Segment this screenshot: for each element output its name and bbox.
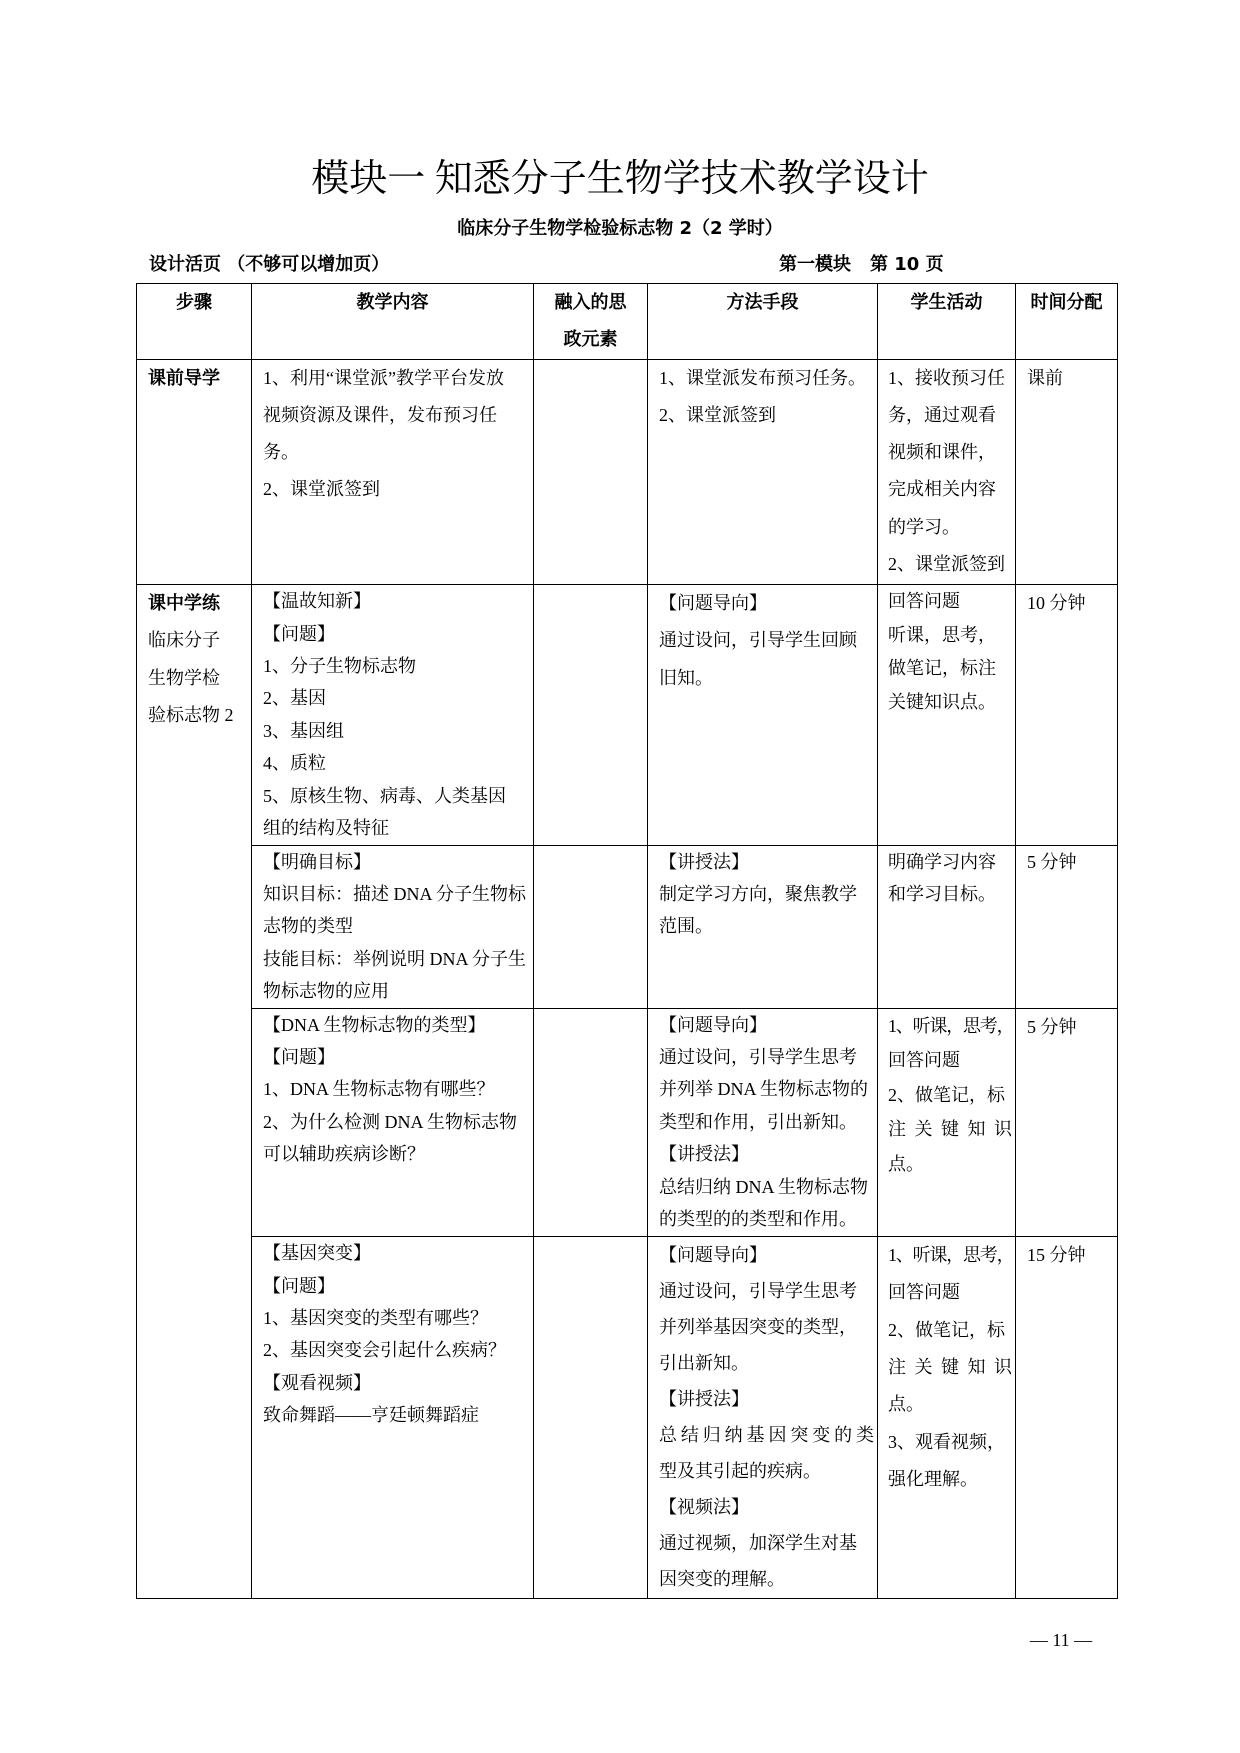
content-line: 致命舞蹈——亨廷顿舞蹈症 [263,1405,479,1426]
method-line: 通过设问，引导学生回顾 [659,630,857,651]
activity-line: 3、观看视频， [888,1431,1005,1452]
activity-line: 2、做笔记，标 [888,1319,1005,1340]
header-ideology-line: 政元素 [563,329,618,351]
table-row [137,845,1118,1008]
activity-line: 听课，思考， [888,624,996,645]
content-cell [252,1237,534,1599]
content-line: 【DNA 生物标志物的类型】 [263,1014,486,1035]
activities-cell [878,359,1016,585]
content-cell [252,845,534,1008]
page-subtitle: 临床分子生物学检验标志物 2（2 学时） [457,218,783,239]
content-line: 物标志物的应用 [263,981,389,1002]
table-row [137,359,1118,585]
time-value: 课前 [1027,367,1063,388]
time-cell [1016,1237,1118,1599]
module-page-label: 第 10 页 [870,254,944,275]
activity-line: 视频和课件， [888,442,996,463]
method-line: 【讲授法】 [659,851,749,872]
content-line: 4、质粒 [263,753,326,774]
content-line: 【温故知新】 [263,591,371,612]
step-line: 生物学检 [148,667,220,688]
time-value: 5 分钟 [1027,851,1077,872]
method-line: 总结归纳基因突变的类 [659,1425,874,1446]
content-line: 1、利用“课堂派”教学平台发放 [263,367,504,388]
content-line: 技能目标：举例说明 DNA 分子生 [263,948,527,969]
activity-line: 务，通过观看 [888,404,996,425]
time-cell [1016,1008,1118,1237]
header-ideology-line: 融入的思 [554,292,627,313]
content-line: 可以辅助疾病诊断？ [263,1144,425,1165]
sheet-label: 设计活页 （不够可以增加页） [149,254,390,275]
step-cell [137,359,252,585]
content-line: 2、基因突变会引起什么疾病？ [263,1340,506,1361]
content-line: 视频资源及课件，发布预习任 [263,404,497,425]
method-line: 并列举基因突变的类型， [659,1317,857,1338]
activity-line: 做笔记，标注 [888,658,996,679]
activity-line: 和学习目标。 [888,884,996,904]
method-line: 【讲授法】 [659,1389,749,1410]
content-line: 【明确目标】 [263,851,371,872]
table-header-row [137,284,1118,360]
time-cell [1016,585,1118,846]
content-line: 【基因突变】 [263,1243,371,1264]
content-cell [252,359,534,585]
ideology-cell [534,359,648,585]
step-cell [137,585,252,1599]
content-line: 【问题】 [263,1275,335,1296]
method-line: 并列举 DNA 生物标志物的 [659,1079,869,1100]
page-number: — 11 — [1029,1630,1093,1650]
time-value: 15 分钟 [1027,1245,1086,1266]
activity-line: 完成相关内容 [888,479,996,500]
method-line: 制定学习方向，聚焦教学 [659,884,857,904]
method-line: 类型和作用，引出新知。 [659,1111,857,1132]
content-line: 2、为什么检测 DNA 生物标志物 [263,1111,518,1132]
activity-line: 回答问题 [888,1050,960,1071]
header-time: 时间分配 [1016,284,1118,360]
method-line: 范围。 [659,916,713,937]
header-activities: 学生活动 [878,284,1016,360]
activity-line: 注关键知识 [888,1357,1012,1378]
method-line: 【视频法】 [659,1497,749,1518]
content-line: 1、DNA 生物标志物有哪些？ [263,1079,495,1100]
method-line: 【问题导向】 [659,1245,767,1266]
ideology-cell [534,1237,648,1599]
ideology-cell [534,585,648,846]
activity-line: 2、课堂派签到 [888,554,1005,575]
content-line: 3、基因组 [263,720,344,741]
activity-line: 的学习。 [888,516,960,537]
activity-line: 注关键知识 [888,1119,1012,1140]
content-line: 5、原核生物、病毒、人类基因 [263,785,506,806]
content-cell [252,585,534,846]
module-label: 第一模块 [779,254,851,275]
ideology-cell [534,1008,648,1237]
content-line: 【问题】 [263,1047,335,1068]
methods-cell [648,585,878,846]
header-content: 教学内容 [252,284,534,360]
content-cell [252,1008,534,1237]
method-line: 通过视频，加深学生对基 [659,1533,857,1554]
time-value: 5 分钟 [1027,1016,1077,1037]
method-line: 引出新知。 [659,1353,749,1374]
method-line: 因突变的理解。 [659,1569,785,1590]
step-label: 课中学练 [148,593,220,615]
content-line: 组的结构及特征 [263,817,389,838]
methods-cell [648,1237,878,1599]
step-line: 临床分子 [148,630,220,651]
table-row [137,585,1118,846]
methods-cell [648,1008,878,1237]
method-line: 总结归纳 DNA 生物标志物 [659,1176,869,1197]
header-methods: 方法手段 [648,284,878,360]
method-line: 的类型的的类型和作用。 [659,1209,857,1230]
method-line: 【讲授法】 [659,1144,749,1165]
time-value: 10 分钟 [1027,593,1086,614]
method-line: 1、课堂派发布预习任务。 [659,367,866,388]
activities-cell [878,585,1016,846]
table-row [137,1008,1118,1237]
content-line: 2、基因 [263,688,326,709]
methods-cell [648,359,878,585]
methods-cell [648,845,878,1008]
method-line: 【问题导向】 [659,593,767,614]
ideology-cell [534,845,648,1008]
content-line: 1、分子生物标志物 [263,655,416,676]
step-label: 课前导学 [148,367,220,389]
content-line: 志物的类型 [263,916,353,937]
content-line: 【问题】 [263,623,335,644]
activities-cell [878,1237,1016,1599]
time-cell [1016,359,1118,585]
activities-cell [878,845,1016,1008]
activities-cell [878,1008,1016,1237]
table-row [137,1237,1118,1599]
method-line: 2、课堂派签到 [659,404,776,425]
activity-line: 点。 [888,1394,924,1415]
content-line: 务。 [263,442,299,463]
teaching-design-table [136,283,1118,1599]
method-line: 通过设问，引导学生思考 [659,1281,857,1302]
header-ideology [534,284,648,360]
content-line: 2、课堂派签到 [263,479,380,500]
content-line: 1、基因突变的类型有哪些？ [263,1307,488,1328]
activity-line: 1、接收预习任 [888,367,1005,388]
activity-line: 强化理解。 [888,1468,978,1489]
method-line: 旧知。 [659,667,713,688]
activity-line: 关键知识点。 [888,691,996,712]
method-line: 通过设问，引导学生思考 [659,1047,857,1068]
activity-line: 1、听课，思考， [888,1015,1014,1036]
content-line: 知识目标：描述 DNA 分子生物标 [263,884,527,904]
activity-line: 明确学习内容 [888,851,996,872]
activity-line: 回答问题 [888,591,960,612]
method-line: 【问题导向】 [659,1014,767,1035]
activity-line: 点。 [888,1154,924,1174]
activity-line: 2、做笔记，标 [888,1084,1005,1105]
step-line: 验标志物 2 [148,704,234,725]
method-line: 型及其引起的疾病。 [659,1461,821,1482]
content-line: 【观看视频】 [263,1372,371,1393]
page-title: 模块一 知悉分子生物学技术教学设计 [311,158,929,200]
time-cell [1016,845,1118,1008]
activity-line: 1、听课，思考， [888,1245,1014,1266]
activity-line: 回答问题 [888,1282,960,1303]
header-step: 步骤 [137,284,252,360]
